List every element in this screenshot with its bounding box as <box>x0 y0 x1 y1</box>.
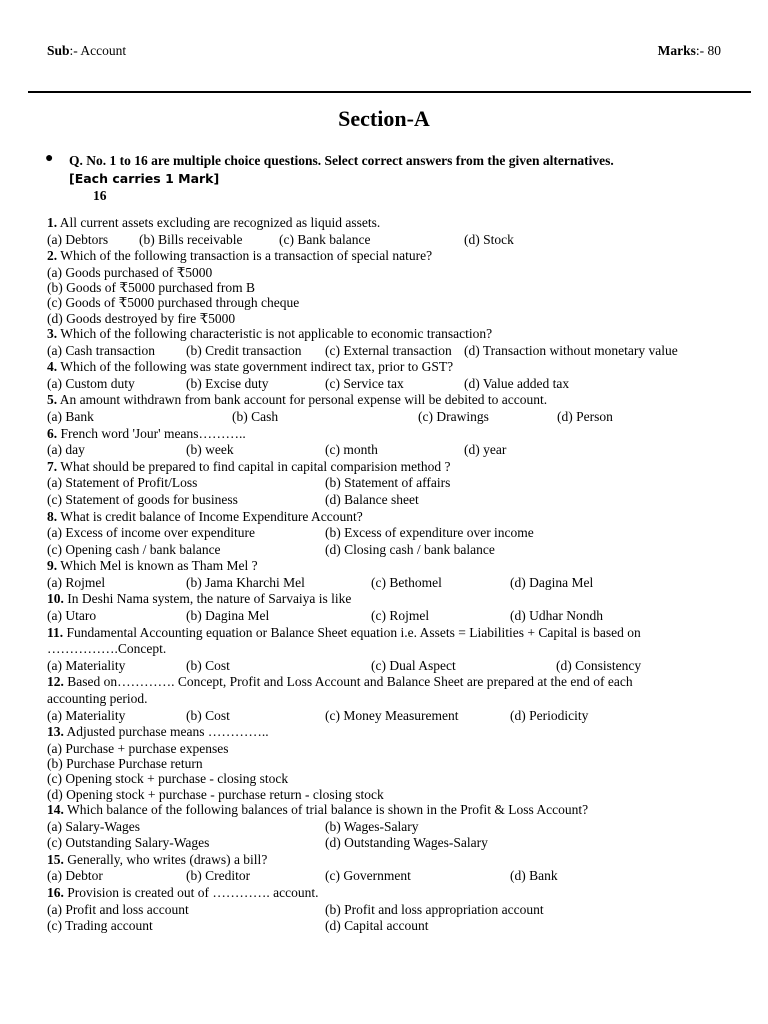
option: (b) Profit and loss appropriation account <box>325 901 544 917</box>
options-8a <box>47 525 748 542</box>
option: (a) Bank <box>47 408 94 424</box>
option: (b) Cost <box>186 707 230 723</box>
option: (d) Transaction without monetary value <box>464 342 678 358</box>
option: (c) Goods of ₹5000 purchased through cheque <box>47 295 300 311</box>
option: (d) Capital account <box>325 918 429 934</box>
options-14b <box>47 835 748 852</box>
option: (c) Rojmel <box>371 608 430 624</box>
option: (c) Bethomel <box>371 574 442 590</box>
option: (b) Cost <box>186 657 230 673</box>
question-count: 16 <box>93 188 107 203</box>
option: (d) Person <box>557 408 613 424</box>
option: (b) Jama Kharchi Mel <box>186 574 305 590</box>
section-title: Section-A <box>338 106 430 131</box>
option: (b) Cash <box>232 408 279 424</box>
option: (c) Government <box>325 868 411 884</box>
option: (d) Stock <box>464 231 514 247</box>
option: (b) Creditor <box>186 868 251 884</box>
options-16b <box>47 918 748 935</box>
option: (b) Wages-Salary <box>325 818 419 834</box>
option: (c) Drawings <box>418 408 489 424</box>
bullet-icon: ● <box>45 151 54 166</box>
option: (c) Dual Aspect <box>371 657 456 673</box>
options-1 <box>47 232 748 249</box>
option: (c) Service tax <box>325 375 404 391</box>
question-15: 15. Generally, who writes (draws) a bill? <box>47 851 268 867</box>
header <box>47 43 721 59</box>
question-11: 11. Fundamental Accounting equation or Balance Sheet equation i.e. Assets = Liabilities + Capital is based on <box>47 624 641 640</box>
options-4 <box>47 376 748 393</box>
option: (d) Balance sheet <box>325 491 419 507</box>
header-divider <box>28 91 751 93</box>
options-7b <box>47 492 748 509</box>
options-9 <box>47 575 748 592</box>
option: (a) Salary-Wages <box>47 818 140 834</box>
question-13: 13. Adjusted purchase means ………….. <box>47 724 269 740</box>
question-10: 10. In Deshi Nama system, the nature of Sarvaiya is like <box>47 591 352 607</box>
option: (b) Credit transaction <box>186 342 302 358</box>
option: (a) Materiality <box>47 707 126 723</box>
question-4: 4. Which of the following was state government indirect tax, prior to GST? <box>47 359 454 375</box>
option: (c) Outstanding Salary-Wages <box>47 835 210 851</box>
option: (c) Statement of goods for business <box>47 491 238 507</box>
options-16a <box>47 902 748 919</box>
option: (a) day <box>47 442 85 458</box>
option: (a) Rojmel <box>47 574 106 590</box>
option: (b) Purchase Purchase return <box>47 756 203 772</box>
option: (a) Purchase + purchase expenses <box>47 740 229 756</box>
instruction-text: Q. No. 1 to 16 are multiple choice questions. Select correct answers from the given alternatives. <box>69 153 614 168</box>
option: (c) Opening stock + purchase - closing stock <box>47 771 289 787</box>
option: (a) Utaro <box>47 608 97 624</box>
options-7a <box>47 475 748 492</box>
option: (d) Consistency <box>556 657 642 673</box>
option: (b) Bills receivable <box>139 231 243 247</box>
option: (b) Excise duty <box>186 375 269 391</box>
option: (d) Dagina Mel <box>510 574 594 590</box>
option: (b) week <box>186 442 234 458</box>
options-14a <box>47 819 748 836</box>
option: (a) Debtor <box>47 868 103 884</box>
option: (c) Trading account <box>47 918 153 934</box>
options-12 <box>47 708 748 725</box>
marks-note: [Each carries 1 Mark] <box>69 171 220 186</box>
options-11 <box>47 658 748 675</box>
question-12-continued: accounting period. <box>47 691 148 707</box>
question-9: 9. Which Mel is known as Tham Mel ? <box>47 558 258 574</box>
option: (b) Goods of ₹5000 purchased from B <box>47 280 256 296</box>
option: (c) month <box>325 442 378 458</box>
option: (d) Bank <box>510 868 558 884</box>
option: (d) Value added tax <box>464 375 570 391</box>
subject: Sub:- Account <box>47 43 127 58</box>
option: (b) Dagina Mel <box>186 608 270 624</box>
question-8: 8. What is credit balance of Income Expenditure Account? <box>47 508 363 524</box>
options-10 <box>47 608 748 625</box>
option: (d) Closing cash / bank balance <box>325 541 495 557</box>
options-6 <box>47 442 748 459</box>
question-7: 7. What should be prepared to find capital in capital comparision method ? <box>47 458 451 474</box>
option: (a) Materiality <box>47 657 126 673</box>
question-2: 2. Which of the following transaction is a transaction of special nature? <box>47 248 433 264</box>
option: (c) Money Measurement <box>325 707 459 723</box>
option: (d) Outstanding Wages-Salary <box>325 835 488 851</box>
options-5 <box>47 409 748 426</box>
option: (d) Udhar Nondh <box>510 608 603 624</box>
option: (a) Debtors <box>47 231 109 247</box>
question-12: 12. Based on…………. Concept, Profit and Loss Account and Balance Sheet are prepared at the end of each <box>47 674 633 690</box>
option: (c) Bank balance <box>279 231 371 247</box>
question-5: 5. An amount withdrawn from bank account for personal expense will be debited to account. <box>47 392 548 408</box>
options-3 <box>47 343 748 360</box>
instructions <box>47 152 738 205</box>
question-11-continued: …………….Concept. <box>47 641 167 657</box>
option: (b) Statement of affairs <box>325 475 451 491</box>
question-16: 16. Provision is created out of …………. account. <box>47 884 319 900</box>
marks: Marks:- 80 <box>657 43 721 58</box>
option: (c) Opening cash / bank balance <box>47 541 221 557</box>
question-1: 1. All current assets excluding are recognized as liquid assets. <box>47 215 381 230</box>
option: (d) Goods destroyed by fire ₹5000 <box>47 310 236 326</box>
option: (a) Profit and loss account <box>47 901 189 917</box>
option: (a) Custom duty <box>47 375 135 391</box>
option: (a) Goods purchased of ₹5000 <box>47 264 213 280</box>
question-6: 6. French word 'Jour' means……….. <box>47 425 246 441</box>
options-8b <box>47 542 748 559</box>
option: (a) Statement of Profit/Loss <box>47 475 198 491</box>
option: (d) Opening stock + purchase - purchase return - closing stock <box>47 786 384 802</box>
question-list <box>47 215 748 935</box>
question-14: 14. Which balance of the following balances of trial balance is shown in the Profit & Loss Account? <box>47 802 589 817</box>
option: (b) Excess of expenditure over income <box>325 525 534 541</box>
options-15 <box>47 868 748 885</box>
option: (d) Periodicity <box>510 707 589 723</box>
option: (c) External transaction <box>325 342 452 358</box>
option: (a) Cash transaction <box>47 342 155 358</box>
question-3: 3. Which of the following characteristic is not applicable to economic transaction? <box>47 325 493 341</box>
option: (a) Excess of income over expenditure <box>47 525 256 541</box>
option: (d) year <box>464 442 507 458</box>
